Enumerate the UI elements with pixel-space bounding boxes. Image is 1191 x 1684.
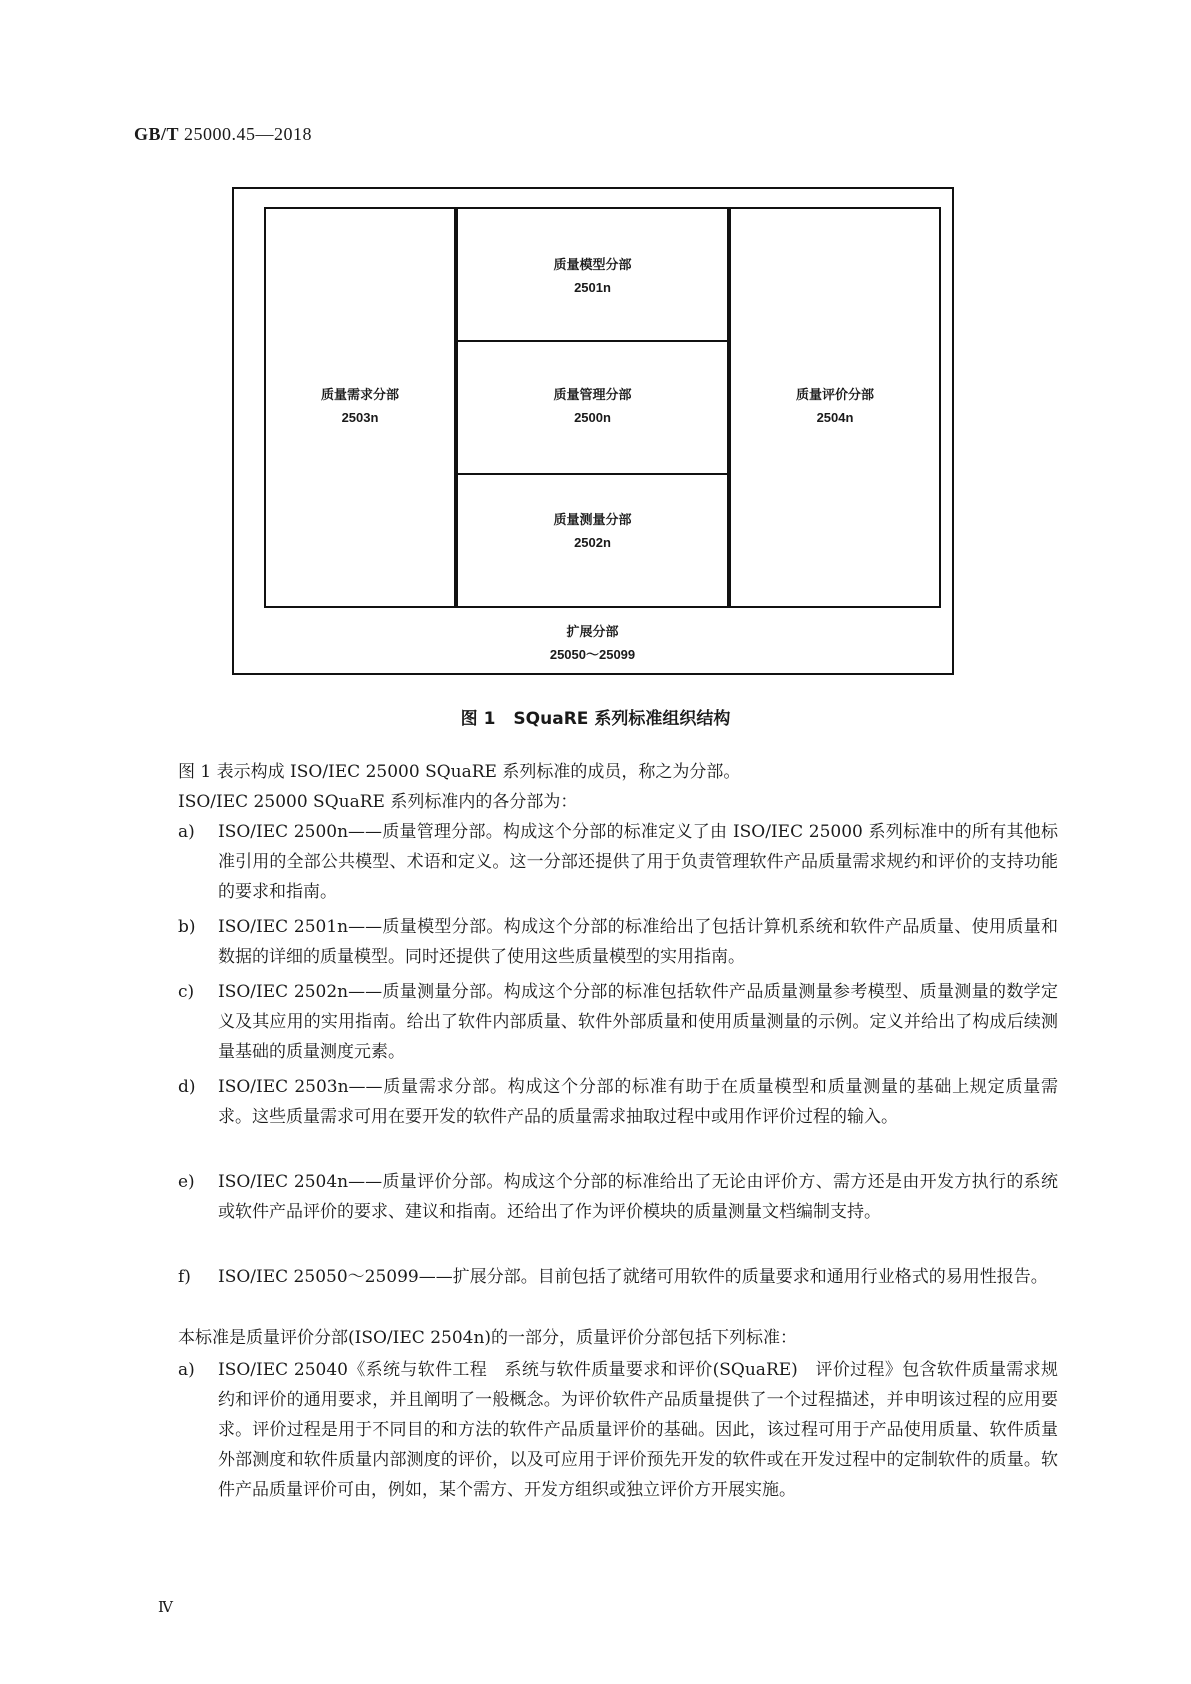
- list-item-label: b): [178, 917, 196, 937]
- document-header: [134, 124, 312, 145]
- division-label-requirements: 质量需求分部 2503n: [320, 388, 399, 425]
- list-item-text: ISO/IEC 2503n——质量需求分部。构成这个分部的标准有助于在质量模型和质量测量的基础上规定质量需求。这些质量需求可用在要开发的软件产品的质量需求抽取过程中或用作评价过程的输入。: [218, 1077, 1058, 1127]
- division-label-extension: 扩展分部 25050～25099: [549, 625, 636, 662]
- standard-number: 25000.45—2018: [184, 124, 313, 144]
- division-label-evaluation: 质量评价分部 2504n: [795, 388, 874, 425]
- standard-code: GB/T: [134, 124, 180, 144]
- figure-number: 图 1: [460, 709, 496, 729]
- intro-paragraph-1: 图 1 表示构成 ISO/IEC 25000 SQuaRE 系列标准的成员，称之为分部。: [178, 762, 741, 782]
- list-item-text: ISO/IEC 2501n——质量模型分部。构成这个分部的标准给出了包括计算机系统和软件产品质量、使用质量和数据的详细的质量模型。同时还提供了使用这些质量模型的实用指南。: [218, 917, 1058, 967]
- figure-title: SQuaRE 系列标准组织结构: [513, 709, 731, 729]
- division-label-management: 质量管理分部 2500n: [553, 388, 632, 425]
- list-item-label: f): [178, 1267, 191, 1287]
- list-item-label: d): [178, 1077, 196, 1097]
- intro-paragraph-3: 本标准是质量评价分部(ISO/IEC 2504n)的一部分，质量评价分部包括下列标准：: [178, 1328, 798, 1348]
- page-number: Ⅳ: [158, 1598, 173, 1616]
- list-item-label: c): [178, 982, 195, 1002]
- division-label-measurement: 质量测量分部 2502n: [553, 513, 632, 550]
- list-item-text: ISO/IEC 2502n——质量测量分部。构成这个分部的标准包括软件产品质量测量参考模型、质量测量的数学定义及其应用的实用指南。给出了软件内部质量、软件外部质量和使用质量测量的示例。定义并给出了构成后续测量基础的质量测度元素。: [218, 982, 1058, 1062]
- list-item-label: a): [178, 1360, 195, 1380]
- list-item-text: ISO/IEC 2504n——质量评价分部。构成这个分部的标准给出了无论由评价方、需方还是由开发方执行的系统或软件产品评价的要求、建议和指南。还给出了作为评价模块的质量测量文档编制支持。: [218, 1172, 1058, 1222]
- list-item-text: ISO/IEC 25050～25099——扩展分部。目前包括了就绪可用软件的质量要求和通用行业格式的易用性报告。: [218, 1267, 1048, 1287]
- intro-paragraph-2: ISO/IEC 25000 SQuaRE 系列标准内的各分部为：: [178, 792, 578, 812]
- list-item-label: e): [178, 1172, 195, 1192]
- list-item-label: a): [178, 822, 195, 842]
- division-label-model: 质量模型分部 2501n: [553, 258, 632, 295]
- figure-caption: [0, 704, 1191, 729]
- list-item-text: ISO/IEC 25040《系统与软件工程 系统与软件质量要求和评价(SQuaRE) 评价过程》包含软件质量需求规约和评价的通用要求，并且阐明了一般概念。为评价软件产品质量提供了一个过程描述，并申明该过程的应用要求。评价过程是用于不同目的和方法的软件产品质量评价的基础。因此，该过程可用于产品使用质量、软件质量外部测度和软件质量内部测度的评价，以及可应用于评价预先开发的软件或在开发过程中的定制软件的质量。软件产品质量评价可由，例如，某个需方、开发方组织或独立评价方开展实施。: [218, 1360, 1058, 1500]
- list-item-text: ISO/IEC 2500n——质量管理分部。构成这个分部的标准定义了由 ISO/IEC 25000 系列标准中的所有其他标准引用的全部公共模型、术语和定义。这一分部还提供了用于负责管理软件产品质量需求规约和评价的支持功能的要求和指南。: [218, 822, 1058, 902]
